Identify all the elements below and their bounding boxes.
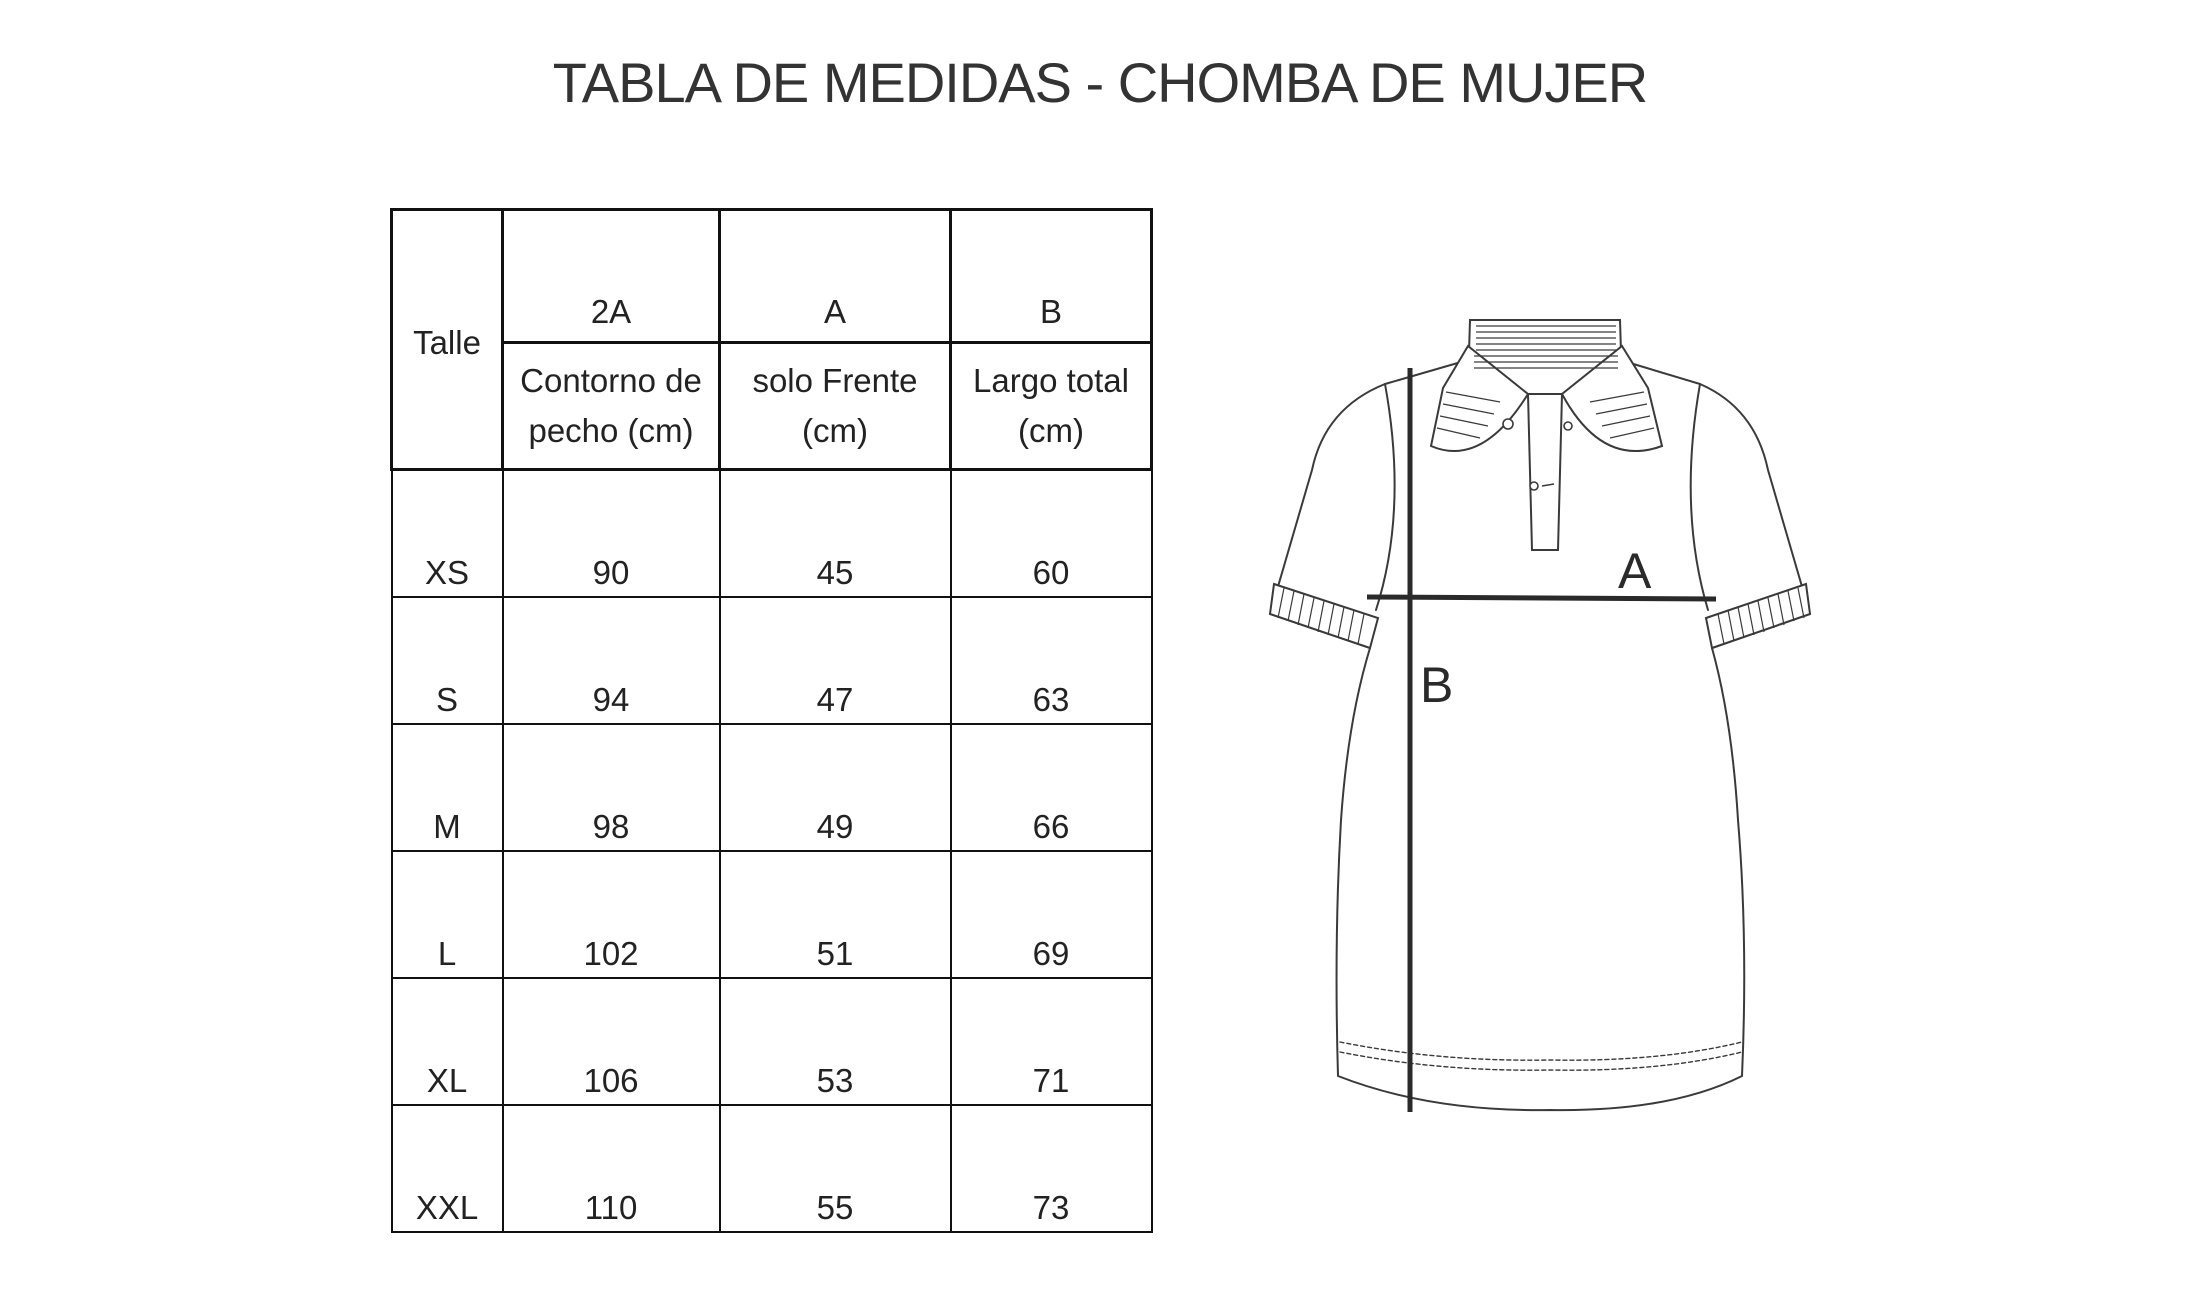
column-desc-line: solo Frente xyxy=(752,362,918,399)
size-cell: M xyxy=(392,724,503,851)
column-desc-line: Largo total xyxy=(973,362,1129,399)
chest-cell: 102 xyxy=(503,851,720,978)
table-row xyxy=(392,597,1152,724)
column-letter-2a: 2A xyxy=(503,210,720,343)
column-desc-chest xyxy=(503,343,720,470)
size-cell: XS xyxy=(392,470,503,598)
column-desc-line: (cm) xyxy=(802,412,868,449)
page-title: TABLA DE MEDIDAS - CHOMBA DE MUJER xyxy=(552,51,1648,114)
length-cell: 71 xyxy=(951,978,1152,1105)
left-sleeve-cuff xyxy=(1270,584,1378,648)
column-letter-a: A xyxy=(720,210,951,343)
column-desc-length xyxy=(951,343,1152,470)
size-table xyxy=(390,208,1153,1233)
left-armhole-seam xyxy=(1376,384,1395,610)
hem-stitch xyxy=(1340,1052,1742,1070)
table-row xyxy=(392,470,1152,598)
chest-cell: 98 xyxy=(503,724,720,851)
right-armhole-seam xyxy=(1691,384,1708,610)
measure-label-b: B xyxy=(1420,657,1454,713)
column-desc-line: (cm) xyxy=(1018,412,1084,449)
column-letter-b: B xyxy=(951,210,1152,343)
front-cell: 55 xyxy=(720,1105,951,1232)
front-cell: 51 xyxy=(720,851,951,978)
length-cell: 69 xyxy=(951,851,1152,978)
front-cell: 53 xyxy=(720,978,951,1105)
table-row xyxy=(392,1105,1152,1232)
chest-cell: 90 xyxy=(503,470,720,598)
front-cell: 49 xyxy=(720,724,951,851)
front-cell: 47 xyxy=(720,597,951,724)
length-cell: 66 xyxy=(951,724,1152,851)
table-subheader-row xyxy=(392,343,1152,470)
measure-label-a: A xyxy=(1618,543,1652,599)
chest-cell: 110 xyxy=(503,1105,720,1232)
table-row xyxy=(392,851,1152,978)
chest-cell: 94 xyxy=(503,597,720,724)
chest-cell: 106 xyxy=(503,978,720,1105)
length-cell: 60 xyxy=(951,470,1152,598)
size-cell: L xyxy=(392,851,503,978)
table-row xyxy=(392,724,1152,851)
right-sleeve-cuff xyxy=(1706,584,1810,648)
column-desc-line: Contorno de xyxy=(520,362,702,399)
column-desc-front xyxy=(720,343,951,470)
measure-line-a xyxy=(1367,597,1716,599)
button xyxy=(1503,419,1513,429)
size-cell: XXL xyxy=(392,1105,503,1232)
front-cell: 45 xyxy=(720,470,951,598)
talle-header: Talle xyxy=(392,210,503,470)
size-cell: XL xyxy=(392,978,503,1105)
column-desc-line: pecho (cm) xyxy=(528,412,694,449)
table-header-row xyxy=(392,210,1152,343)
placket xyxy=(1528,394,1562,550)
button xyxy=(1564,422,1572,430)
button xyxy=(1530,482,1538,490)
length-cell: 73 xyxy=(951,1105,1152,1232)
hem-stitch xyxy=(1340,1042,1742,1060)
size-cell: S xyxy=(392,597,503,724)
table-row xyxy=(392,978,1152,1105)
length-cell: 63 xyxy=(951,597,1152,724)
polo-shirt-diagram xyxy=(1250,300,1850,1140)
